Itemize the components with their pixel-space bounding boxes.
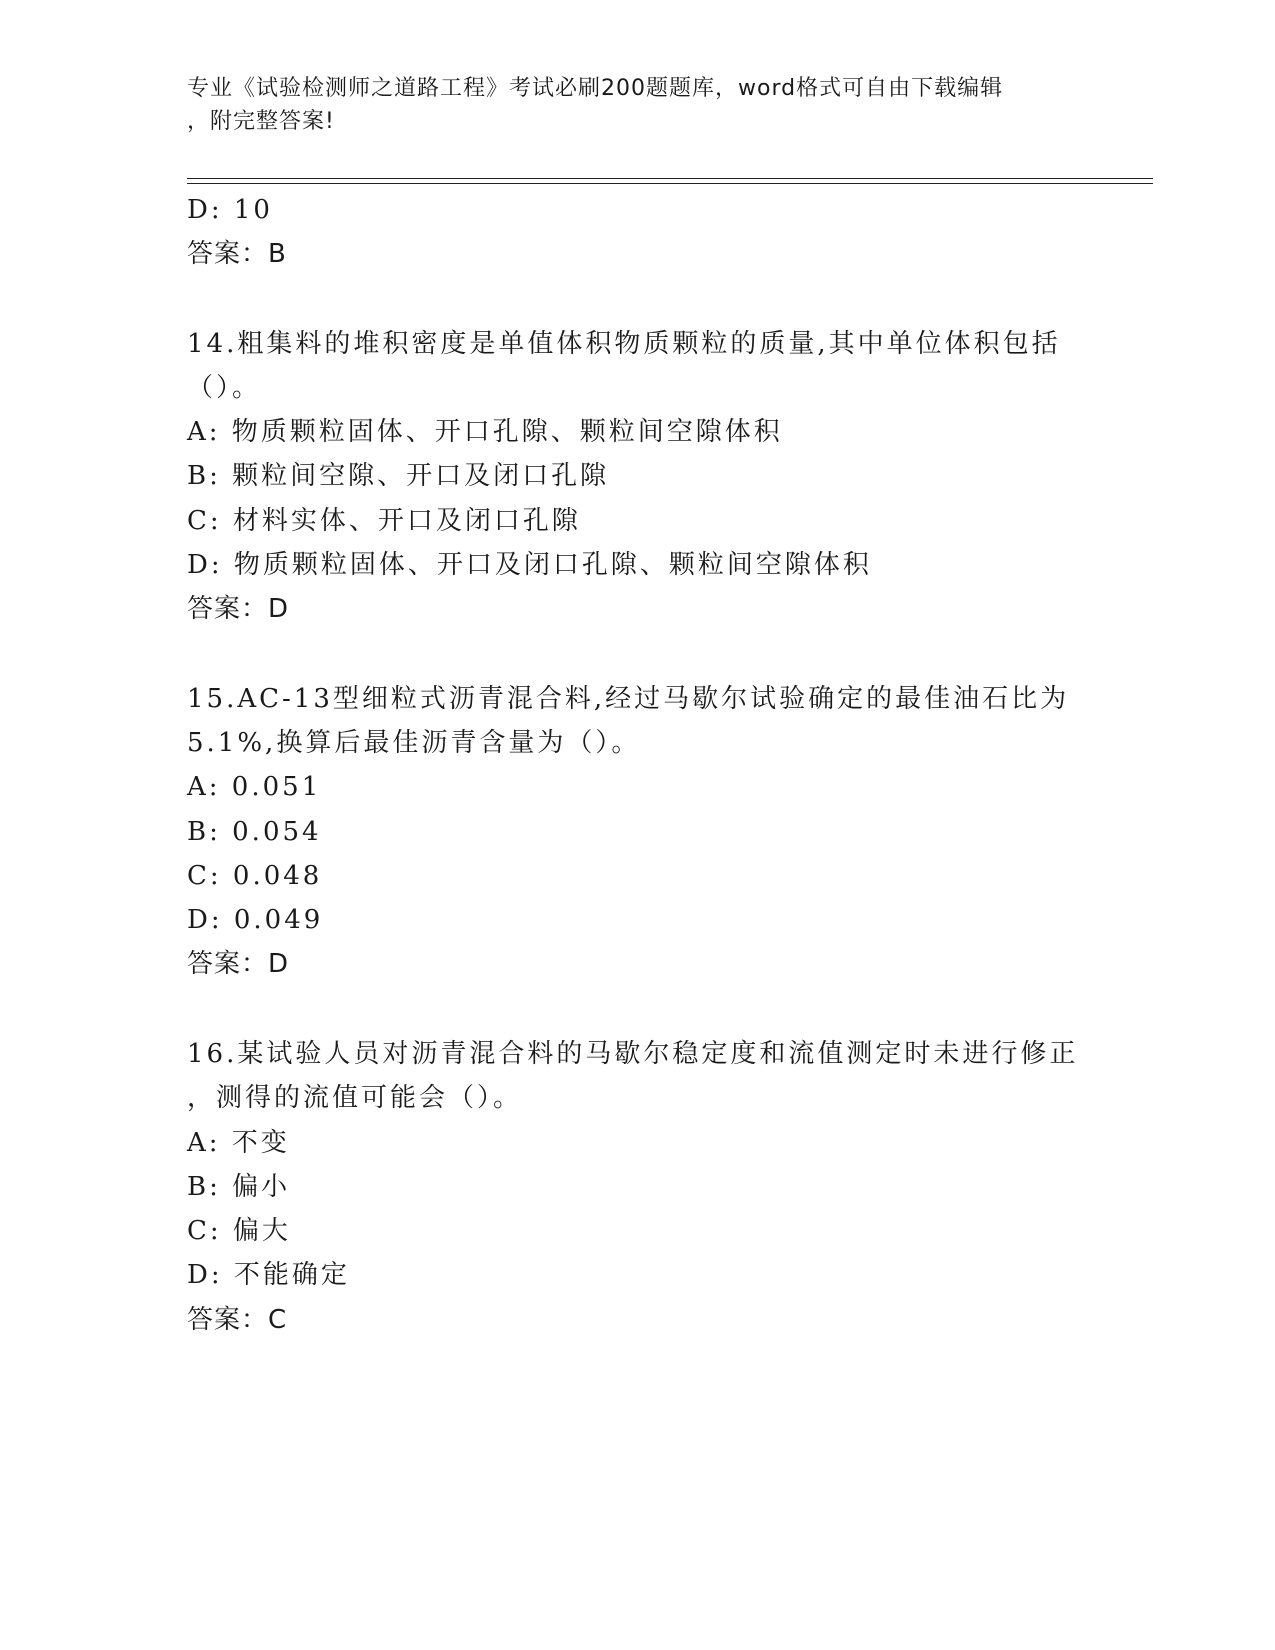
q15-answer: 答案：D xyxy=(187,949,290,979)
header-line-1: 专业《试验检测师之道路工程》考试必刷200题题库，word格式可自由下载编辑 xyxy=(187,76,1004,101)
q15-option-a: A: 0.051 xyxy=(187,772,322,802)
q15-stem-line-2: 5.1%,换算后最佳沥青含量为（）。 xyxy=(187,728,641,758)
q14-answer: 答案：D xyxy=(187,594,290,624)
q16-option-b: B: 偏小 xyxy=(187,1172,291,1202)
q14-option-d: D: 物质颗粒固体、开口及闭口孔隙、颗粒间空隙体积 xyxy=(187,550,872,580)
header-rule-top xyxy=(187,178,1153,179)
q16-answer: 答案：C xyxy=(187,1305,288,1335)
prev-answer: 答案：B xyxy=(187,239,287,269)
q16-option-c: C: 偏大 xyxy=(187,1216,291,1246)
prev-option-d: D: 10 xyxy=(187,195,273,225)
q14-option-b: B: 颗粒间空隙、开口及闭口孔隙 xyxy=(187,461,610,491)
q15-option-d: D: 0.049 xyxy=(187,905,324,935)
q16-stem-line-1: 16.某试验人员对沥青混合料的马歇尔稳定度和流值测定时未进行修正 xyxy=(187,1039,1079,1069)
q15-option-b: B: 0.054 xyxy=(187,817,322,847)
q14-option-a: A: 物质颗粒固体、开口孔隙、颗粒间空隙体积 xyxy=(187,417,783,447)
q14-stem-line-2: （）。 xyxy=(187,373,262,403)
q16-stem-line-2: ，测得的流值可能会（）。 xyxy=(187,1083,523,1113)
header-rule-bottom xyxy=(187,183,1153,184)
document-header xyxy=(187,72,1087,138)
q14-stem-line-1: 14.粗集料的堆积密度是单值体积物质颗粒的质量,其中单位体积包括 xyxy=(187,329,1061,359)
q14-option-c: C: 材料实体、开口及闭口孔隙 xyxy=(187,506,581,536)
header-line-2: ，附完整答案! xyxy=(187,109,335,134)
q15-stem-line-1: 15.AC-13型细粒式沥青混合料,经过马歇尔试验确定的最佳油石比为 xyxy=(187,684,1070,714)
q16-option-a: A: 不变 xyxy=(187,1128,290,1158)
q15-option-c: C: 0.048 xyxy=(187,861,323,891)
q16-option-d: D: 不能确定 xyxy=(187,1260,350,1290)
